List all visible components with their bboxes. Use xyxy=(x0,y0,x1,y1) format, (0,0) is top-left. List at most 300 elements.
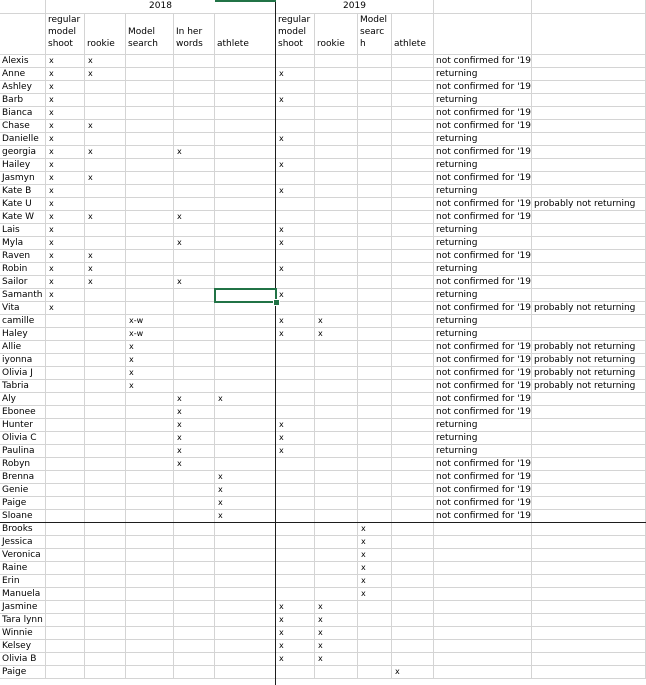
mark-cell[interactable] xyxy=(126,549,174,562)
note-cell[interactable] xyxy=(532,172,646,185)
mark-cell[interactable] xyxy=(85,224,126,237)
mark-cell[interactable]: x xyxy=(46,198,85,211)
mark-cell[interactable] xyxy=(315,367,358,380)
note-cell[interactable]: probably not returning xyxy=(532,367,646,380)
mark-cell[interactable] xyxy=(358,497,392,510)
mark-cell[interactable] xyxy=(392,614,434,627)
mark-cell[interactable] xyxy=(126,601,174,614)
note-cell[interactable]: probably not returning xyxy=(532,341,646,354)
mark-cell[interactable] xyxy=(46,562,85,575)
mark-cell[interactable] xyxy=(174,328,215,341)
status-cell[interactable] xyxy=(434,575,532,588)
note-cell[interactable] xyxy=(532,601,646,614)
mark-cell[interactable] xyxy=(85,185,126,198)
note-cell[interactable] xyxy=(532,445,646,458)
mark-cell[interactable] xyxy=(85,133,126,146)
mark-cell[interactable] xyxy=(126,497,174,510)
mark-cell[interactable] xyxy=(276,575,315,588)
status-cell[interactable]: returning xyxy=(434,445,532,458)
mark-cell[interactable] xyxy=(358,627,392,640)
note-cell[interactable] xyxy=(532,185,646,198)
mark-cell[interactable] xyxy=(46,666,85,679)
mark-cell[interactable] xyxy=(174,523,215,536)
status-cell[interactable]: not confirmed for '19 xyxy=(436,407,532,417)
mark-cell[interactable]: x xyxy=(358,536,392,549)
mark-cell[interactable] xyxy=(215,315,276,328)
mark-cell[interactable]: x xyxy=(276,263,315,276)
mark-cell[interactable] xyxy=(46,653,85,666)
mark-cell[interactable] xyxy=(358,276,392,289)
note-cell[interactable] xyxy=(532,250,646,263)
mark-cell[interactable] xyxy=(126,406,174,419)
mark-cell[interactable] xyxy=(315,406,358,419)
note-cell[interactable] xyxy=(532,406,646,419)
name-cell[interactable]: Erin xyxy=(0,575,46,588)
header-cell[interactable] xyxy=(434,0,532,14)
status-cell[interactable]: not confirmed for '19 xyxy=(436,355,532,365)
mark-cell[interactable] xyxy=(215,328,276,341)
mark-cell[interactable] xyxy=(276,367,315,380)
mark-cell[interactable]: x xyxy=(358,523,392,536)
name-cell[interactable]: georgia xyxy=(0,146,46,159)
mark-cell[interactable] xyxy=(215,81,276,94)
status-cell[interactable] xyxy=(434,666,532,679)
mark-cell[interactable]: x xyxy=(174,406,215,419)
mark-cell[interactable] xyxy=(392,497,434,510)
mark-cell[interactable] xyxy=(215,627,276,640)
mark-cell[interactable] xyxy=(174,354,215,367)
mark-cell[interactable] xyxy=(358,380,392,393)
mark-cell[interactable] xyxy=(358,354,392,367)
name-cell[interactable]: Myla xyxy=(0,237,46,250)
mark-cell[interactable] xyxy=(126,107,174,120)
fill-handle[interactable] xyxy=(273,299,280,306)
mark-cell[interactable]: x xyxy=(85,211,126,224)
mark-cell[interactable] xyxy=(392,172,434,185)
note-cell[interactable] xyxy=(532,120,646,133)
mark-cell[interactable] xyxy=(215,133,276,146)
mark-cell[interactable] xyxy=(174,640,215,653)
mark-cell[interactable] xyxy=(276,211,315,224)
mark-cell[interactable] xyxy=(215,55,276,68)
name-cell[interactable]: Kate U xyxy=(0,198,46,211)
mark-cell[interactable] xyxy=(174,601,215,614)
mark-cell[interactable] xyxy=(392,107,434,120)
mark-cell[interactable] xyxy=(392,185,434,198)
name-cell[interactable]: Jasmine xyxy=(0,601,46,614)
mark-cell[interactable]: x xyxy=(276,315,315,328)
mark-cell[interactable]: x xyxy=(315,601,358,614)
mark-cell[interactable] xyxy=(46,471,85,484)
status-cell[interactable] xyxy=(434,588,532,601)
mark-cell[interactable]: x xyxy=(276,185,315,198)
mark-cell[interactable] xyxy=(358,237,392,250)
status-cell[interactable]: not confirmed for '19 xyxy=(436,472,532,482)
note-cell[interactable] xyxy=(532,536,646,549)
mark-cell[interactable] xyxy=(174,367,215,380)
mark-cell[interactable] xyxy=(392,484,434,497)
mark-cell[interactable] xyxy=(174,120,215,133)
mark-cell[interactable] xyxy=(392,81,434,94)
mark-cell[interactable] xyxy=(315,237,358,250)
mark-cell[interactable] xyxy=(392,588,434,601)
mark-cell[interactable]: x xyxy=(85,120,126,133)
mark-cell[interactable] xyxy=(358,81,392,94)
mark-cell[interactable] xyxy=(315,120,358,133)
mark-cell[interactable] xyxy=(215,185,276,198)
mark-cell[interactable] xyxy=(46,575,85,588)
mark-cell[interactable]: x xyxy=(46,120,85,133)
mark-cell[interactable] xyxy=(276,380,315,393)
mark-cell[interactable] xyxy=(392,549,434,562)
mark-cell[interactable]: x xyxy=(46,133,85,146)
mark-cell[interactable] xyxy=(315,341,358,354)
mark-cell[interactable] xyxy=(46,432,85,445)
status-cell[interactable]: returning xyxy=(434,289,532,302)
mark-cell[interactable] xyxy=(174,289,215,302)
note-cell[interactable] xyxy=(532,393,646,406)
note-cell[interactable] xyxy=(532,653,646,666)
mark-cell[interactable]: x xyxy=(358,562,392,575)
status-cell[interactable]: returning xyxy=(434,224,532,237)
mark-cell[interactable] xyxy=(315,276,358,289)
mark-cell[interactable] xyxy=(174,575,215,588)
note-cell[interactable] xyxy=(532,523,646,536)
mark-cell[interactable] xyxy=(46,549,85,562)
mark-cell[interactable] xyxy=(126,445,174,458)
mark-cell[interactable] xyxy=(315,484,358,497)
mark-cell[interactable]: x xyxy=(174,445,215,458)
mark-cell[interactable] xyxy=(126,484,174,497)
name-cell[interactable]: Bianca xyxy=(0,107,46,120)
name-cell[interactable]: Sloane xyxy=(0,510,46,523)
name-cell[interactable]: Vita xyxy=(0,302,46,315)
note-cell[interactable]: probably not returning xyxy=(532,198,646,211)
mark-cell[interactable]: x xyxy=(46,211,85,224)
note-cell[interactable] xyxy=(532,575,646,588)
header-in-her-words-2018[interactable] xyxy=(174,14,215,55)
mark-cell[interactable] xyxy=(126,302,174,315)
mark-cell[interactable] xyxy=(85,302,126,315)
mark-cell[interactable] xyxy=(315,81,358,94)
mark-cell[interactable] xyxy=(392,133,434,146)
mark-cell[interactable]: x xyxy=(46,185,85,198)
status-cell[interactable]: not confirmed for '19 xyxy=(436,511,532,521)
mark-cell[interactable] xyxy=(126,68,174,81)
mark-cell[interactable] xyxy=(174,302,215,315)
status-column-header[interactable] xyxy=(434,14,532,55)
mark-cell[interactable]: x xyxy=(126,380,174,393)
note-cell[interactable]: probably not returning xyxy=(532,354,646,367)
mark-cell[interactable]: x xyxy=(85,68,126,81)
mark-cell[interactable]: x xyxy=(46,68,85,81)
mark-cell[interactable]: x xyxy=(358,575,392,588)
mark-cell[interactable] xyxy=(174,198,215,211)
mark-cell[interactable] xyxy=(215,406,276,419)
mark-cell[interactable] xyxy=(358,68,392,81)
mark-cell[interactable] xyxy=(315,666,358,679)
mark-cell[interactable] xyxy=(174,159,215,172)
mark-cell[interactable] xyxy=(85,497,126,510)
mark-cell[interactable] xyxy=(174,536,215,549)
mark-cell[interactable] xyxy=(358,328,392,341)
note-cell[interactable] xyxy=(532,614,646,627)
mark-cell[interactable] xyxy=(215,302,276,315)
mark-cell[interactable] xyxy=(276,536,315,549)
mark-cell[interactable] xyxy=(315,107,358,120)
mark-cell[interactable] xyxy=(315,354,358,367)
mark-cell[interactable] xyxy=(85,666,126,679)
name-cell[interactable]: Paige xyxy=(0,497,46,510)
name-cell[interactable]: Sailor xyxy=(0,276,46,289)
status-cell[interactable]: returning xyxy=(434,315,532,328)
mark-cell[interactable] xyxy=(315,159,358,172)
header-cell[interactable] xyxy=(0,0,46,14)
mark-cell[interactable] xyxy=(392,315,434,328)
note-cell[interactable] xyxy=(532,159,646,172)
mark-cell[interactable] xyxy=(85,159,126,172)
mark-cell[interactable] xyxy=(174,653,215,666)
name-cell[interactable]: Manuela xyxy=(0,588,46,601)
mark-cell[interactable] xyxy=(315,198,358,211)
name-cell[interactable]: Chase xyxy=(0,120,46,133)
mark-cell[interactable]: x xyxy=(174,432,215,445)
mark-cell[interactable] xyxy=(174,380,215,393)
status-cell[interactable]: returning xyxy=(434,328,532,341)
mark-cell[interactable] xyxy=(315,549,358,562)
mark-cell[interactable] xyxy=(126,666,174,679)
mark-cell[interactable] xyxy=(126,146,174,159)
mark-cell[interactable] xyxy=(215,666,276,679)
mark-cell[interactable] xyxy=(46,497,85,510)
mark-cell[interactable] xyxy=(315,185,358,198)
name-cell[interactable]: Danielle xyxy=(0,133,46,146)
mark-cell[interactable] xyxy=(315,471,358,484)
mark-cell[interactable] xyxy=(126,523,174,536)
mark-cell[interactable] xyxy=(46,315,85,328)
mark-cell[interactable] xyxy=(215,341,276,354)
mark-cell[interactable] xyxy=(174,94,215,107)
note-cell[interactable] xyxy=(532,289,646,302)
note-cell[interactable] xyxy=(532,497,646,510)
mark-cell[interactable] xyxy=(315,419,358,432)
mark-cell[interactable] xyxy=(358,458,392,471)
status-cell[interactable]: not confirmed for '19 xyxy=(436,251,532,261)
selected-cell[interactable] xyxy=(214,288,277,303)
mark-cell[interactable] xyxy=(358,640,392,653)
mark-cell[interactable] xyxy=(392,250,434,263)
mark-cell[interactable] xyxy=(315,263,358,276)
mark-cell[interactable] xyxy=(174,68,215,81)
status-cell[interactable]: not confirmed for '19 xyxy=(436,342,532,352)
mark-cell[interactable] xyxy=(46,445,85,458)
mark-cell[interactable]: x xyxy=(46,146,85,159)
mark-cell[interactable] xyxy=(174,250,215,263)
mark-cell[interactable] xyxy=(85,536,126,549)
mark-cell[interactable] xyxy=(126,250,174,263)
status-cell[interactable] xyxy=(434,523,532,536)
mark-cell[interactable]: x xyxy=(46,302,85,315)
mark-cell[interactable] xyxy=(392,198,434,211)
mark-cell[interactable] xyxy=(276,172,315,185)
mark-cell[interactable] xyxy=(392,328,434,341)
name-cell[interactable]: Olivia J xyxy=(0,367,46,380)
mark-cell[interactable]: x xyxy=(46,159,85,172)
mark-cell[interactable] xyxy=(174,224,215,237)
mark-cell[interactable] xyxy=(276,354,315,367)
name-cell[interactable]: Tara lynn xyxy=(0,614,46,627)
mark-cell[interactable] xyxy=(392,276,434,289)
mark-cell[interactable] xyxy=(276,562,315,575)
mark-cell[interactable] xyxy=(85,432,126,445)
mark-cell[interactable]: x xyxy=(46,107,85,120)
mark-cell[interactable]: x xyxy=(276,653,315,666)
mark-cell[interactable]: x xyxy=(276,237,315,250)
mark-cell[interactable] xyxy=(85,406,126,419)
mark-cell[interactable]: x xyxy=(276,445,315,458)
mark-cell[interactable] xyxy=(174,81,215,94)
status-cell[interactable]: returning xyxy=(434,432,532,445)
mark-cell[interactable] xyxy=(85,601,126,614)
mark-cell[interactable] xyxy=(358,289,392,302)
mark-cell[interactable] xyxy=(46,406,85,419)
mark-cell[interactable] xyxy=(276,458,315,471)
name-cell[interactable]: Olivia C xyxy=(0,432,46,445)
mark-cell[interactable] xyxy=(126,55,174,68)
mark-cell[interactable] xyxy=(276,549,315,562)
mark-cell[interactable]: x xyxy=(358,588,392,601)
mark-cell[interactable] xyxy=(215,146,276,159)
mark-cell[interactable] xyxy=(315,146,358,159)
mark-cell[interactable] xyxy=(85,614,126,627)
status-cell[interactable]: not confirmed for '19 xyxy=(436,498,532,508)
mark-cell[interactable] xyxy=(392,406,434,419)
header-athlete-2018[interactable] xyxy=(215,14,276,55)
name-cell[interactable]: Barb xyxy=(0,94,46,107)
mark-cell[interactable] xyxy=(85,81,126,94)
mark-cell[interactable]: x xyxy=(46,263,85,276)
mark-cell[interactable]: x xyxy=(315,328,358,341)
mark-cell[interactable]: x xyxy=(85,263,126,276)
mark-cell[interactable] xyxy=(392,627,434,640)
mark-cell[interactable] xyxy=(276,406,315,419)
mark-cell[interactable]: x xyxy=(126,341,174,354)
mark-cell[interactable] xyxy=(215,445,276,458)
mark-cell[interactable] xyxy=(46,328,85,341)
mark-cell[interactable]: x xyxy=(276,159,315,172)
mark-cell[interactable] xyxy=(174,341,215,354)
mark-cell[interactable] xyxy=(126,185,174,198)
mark-cell[interactable] xyxy=(174,471,215,484)
name-cell[interactable]: Jessica xyxy=(0,536,46,549)
status-cell[interactable]: not confirmed for '19 xyxy=(436,212,532,222)
status-cell[interactable] xyxy=(434,562,532,575)
mark-cell[interactable] xyxy=(85,549,126,562)
mark-cell[interactable] xyxy=(85,588,126,601)
mark-cell[interactable] xyxy=(126,471,174,484)
name-cell[interactable]: Olivia B xyxy=(0,653,46,666)
mark-cell[interactable]: x xyxy=(315,614,358,627)
note-cell[interactable] xyxy=(532,588,646,601)
note-cell[interactable] xyxy=(532,68,646,81)
header-regular-model-shoot-2019[interactable] xyxy=(276,14,315,55)
mark-cell[interactable]: x xyxy=(46,276,85,289)
mark-cell[interactable]: x xyxy=(174,458,215,471)
mark-cell[interactable] xyxy=(174,107,215,120)
mark-cell[interactable] xyxy=(215,562,276,575)
mark-cell[interactable] xyxy=(85,419,126,432)
note-cell[interactable] xyxy=(532,55,646,68)
mark-cell[interactable]: x xyxy=(315,640,358,653)
name-cell[interactable]: Samanth xyxy=(0,289,46,302)
mark-cell[interactable] xyxy=(85,471,126,484)
name-cell[interactable]: Brenna xyxy=(0,471,46,484)
note-cell[interactable] xyxy=(532,432,646,445)
mark-cell[interactable] xyxy=(276,55,315,68)
mark-cell[interactable] xyxy=(46,523,85,536)
mark-cell[interactable]: x xyxy=(215,471,276,484)
mark-cell[interactable] xyxy=(358,601,392,614)
note-cell[interactable] xyxy=(532,328,646,341)
name-cell[interactable]: Paulina xyxy=(0,445,46,458)
mark-cell[interactable] xyxy=(276,146,315,159)
status-cell[interactable]: not confirmed for '19 xyxy=(436,277,532,287)
header-rookie-2018[interactable] xyxy=(85,14,126,55)
status-cell[interactable]: not confirmed for '19 xyxy=(436,56,532,66)
mark-cell[interactable] xyxy=(46,419,85,432)
mark-cell[interactable] xyxy=(392,94,434,107)
note-cell[interactable] xyxy=(532,146,646,159)
note-cell[interactable] xyxy=(532,237,646,250)
mark-cell[interactable] xyxy=(315,302,358,315)
note-cell[interactable] xyxy=(532,419,646,432)
mark-cell[interactable] xyxy=(392,419,434,432)
mark-cell[interactable] xyxy=(358,445,392,458)
note-cell[interactable] xyxy=(532,263,646,276)
mark-cell[interactable] xyxy=(174,588,215,601)
mark-cell[interactable]: x xyxy=(315,653,358,666)
mark-cell[interactable] xyxy=(358,302,392,315)
name-cell[interactable]: Alexis xyxy=(0,55,46,68)
mark-cell[interactable] xyxy=(215,640,276,653)
mark-cell[interactable] xyxy=(85,354,126,367)
mark-cell[interactable] xyxy=(392,68,434,81)
mark-cell[interactable] xyxy=(46,458,85,471)
mark-cell[interactable]: x xyxy=(174,419,215,432)
name-column-header[interactable] xyxy=(0,14,46,55)
mark-cell[interactable] xyxy=(358,211,392,224)
mark-cell[interactable]: x xyxy=(276,432,315,445)
mark-cell[interactable] xyxy=(392,653,434,666)
mark-cell[interactable] xyxy=(46,614,85,627)
mark-cell[interactable] xyxy=(126,588,174,601)
note-column-header[interactable] xyxy=(532,14,646,55)
mark-cell[interactable] xyxy=(392,354,434,367)
status-cell[interactable]: not confirmed for '19 xyxy=(436,147,532,157)
name-cell[interactable]: Veronica xyxy=(0,549,46,562)
status-cell[interactable]: not confirmed for '19 xyxy=(436,485,532,495)
mark-cell[interactable] xyxy=(46,354,85,367)
mark-cell[interactable] xyxy=(126,432,174,445)
mark-cell[interactable] xyxy=(174,562,215,575)
mark-cell[interactable]: x xyxy=(85,55,126,68)
mark-cell[interactable]: x xyxy=(276,601,315,614)
mark-cell[interactable] xyxy=(358,614,392,627)
mark-cell[interactable] xyxy=(392,536,434,549)
mark-cell[interactable] xyxy=(46,484,85,497)
mark-cell[interactable] xyxy=(126,211,174,224)
status-cell[interactable] xyxy=(434,640,532,653)
